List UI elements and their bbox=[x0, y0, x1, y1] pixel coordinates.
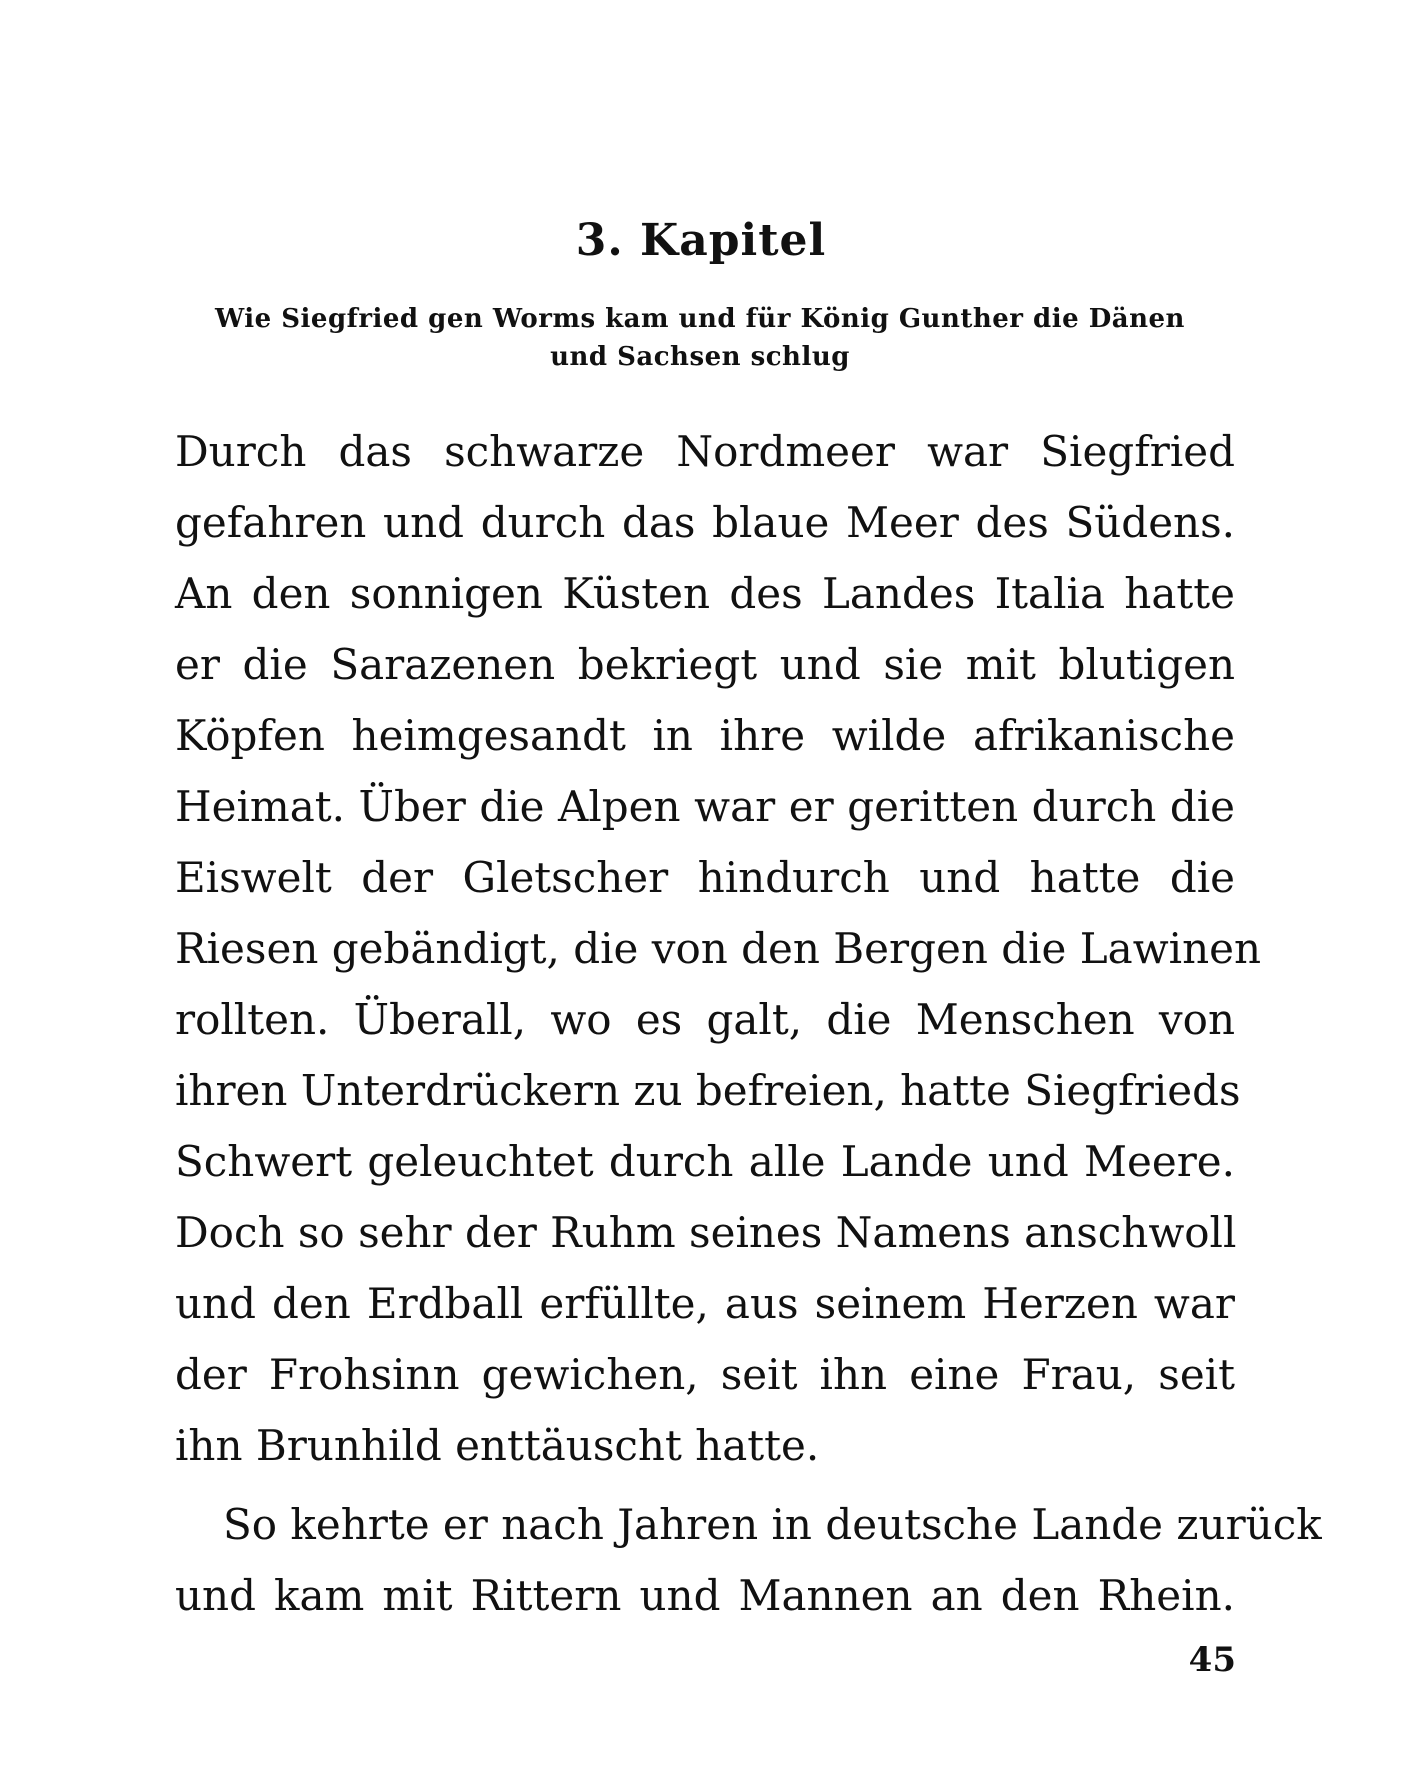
text-line: und kam mit Rittern und Mannen an den Rhein. bbox=[175, 1571, 1235, 1620]
chapter-subtitle bbox=[160, 300, 1240, 376]
chapter-title: 3. Kapitel bbox=[575, 215, 827, 266]
text-line: Köpfen heimgesandt in ihre wilde afrikanische bbox=[175, 711, 1235, 760]
page-number: 45 bbox=[1188, 1640, 1236, 1680]
text-line: ihren Unterdrückern zu befreien, hatte Siegfrieds bbox=[175, 1066, 1241, 1115]
subtitle-line: Wie Siegfried gen Worms kam und für König Gunther die Dänen bbox=[215, 304, 1185, 334]
text-line: gefahren und durch das blaue Meer des Südens. bbox=[175, 498, 1235, 547]
paragraph-1 bbox=[175, 416, 1262, 1481]
text-line: ihn Brunhild enttäuscht hatte. bbox=[175, 1421, 820, 1470]
text-line: Heimat. Über die Alpen war er geritten durch die bbox=[175, 782, 1235, 831]
text-line: rollten. Überall, wo es galt, die Menschen von bbox=[175, 995, 1235, 1044]
text-line: Schwert geleuchtet durch alle Lande und Meere. bbox=[175, 1137, 1235, 1186]
text-line: Riesen gebändigt, die von den Bergen die Lawinen bbox=[175, 924, 1262, 973]
text-line: er die Sarazenen bekriegt und sie mit blutigen bbox=[175, 640, 1235, 689]
text-line: Doch so sehr der Ruhm seines Namens anschwoll bbox=[175, 1208, 1237, 1257]
text-line: So kehrte er nach Jahren in deutsche Lande zurück bbox=[223, 1500, 1322, 1549]
text-line: der Frohsinn gewichen, seit ihn eine Frau, seit bbox=[175, 1350, 1235, 1399]
text-line: An den sonnigen Küsten des Landes Italia hatte bbox=[175, 569, 1235, 618]
paragraph-2 bbox=[175, 1489, 1322, 1631]
body-text bbox=[175, 416, 1322, 1631]
text-line: Durch das schwarze Nordmeer war Siegfried bbox=[175, 427, 1235, 476]
text-line: Eiswelt der Gletscher hindurch und hatte die bbox=[175, 853, 1235, 902]
subtitle-line: und Sachsen schlug bbox=[550, 342, 850, 372]
text-line: und den Erdball erfüllte, aus seinem Herzen war bbox=[175, 1279, 1235, 1328]
